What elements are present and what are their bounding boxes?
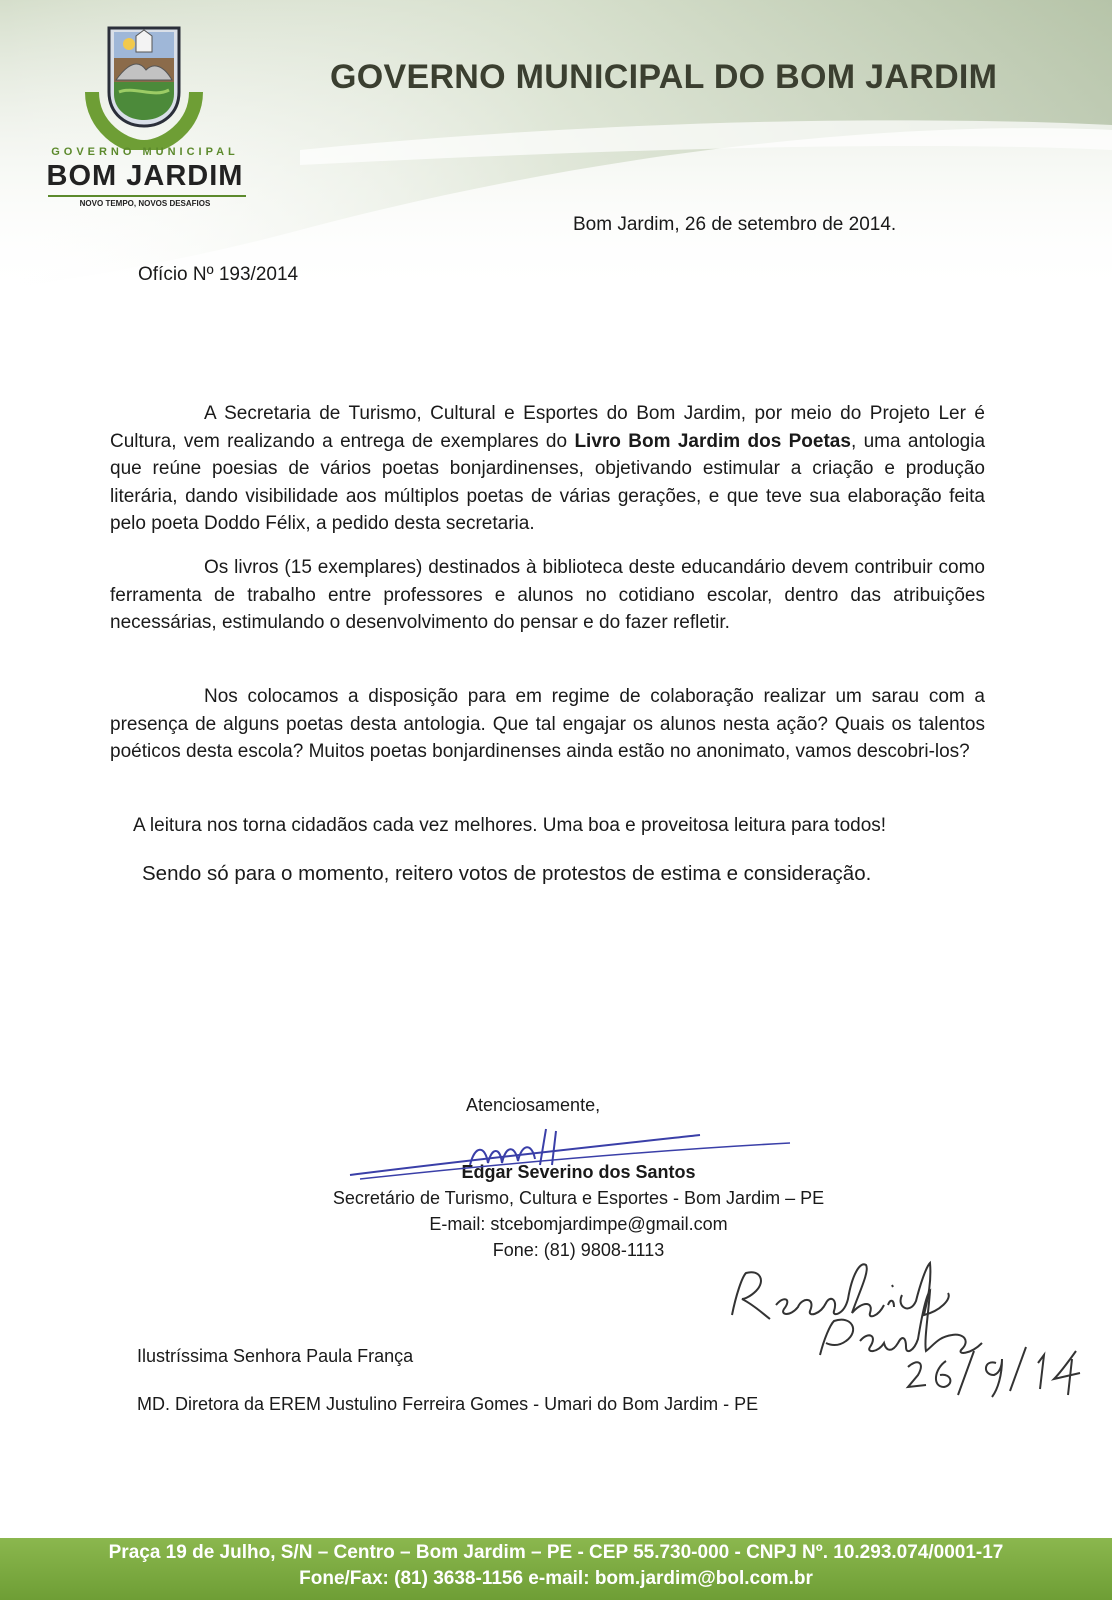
logo-slogan: NOVO TEMPO, NOVOS DESAFIOS <box>79 199 211 208</box>
letter-date: Bom Jardim, 26 de setembro de 2014. <box>573 214 897 235</box>
paragraph-3 <box>110 683 985 766</box>
footer-bar <box>0 1538 1112 1600</box>
paragraph-5: Sendo só para o momento, reitero votos de protestos de estima e consideração. <box>142 862 872 885</box>
logo-divider <box>48 195 246 197</box>
municipal-logo <box>30 22 260 207</box>
footer-contact: Fone/Fax: (81) 3638-1156 e-mail: bom.jardim@bol.com.br <box>299 1568 813 1589</box>
handwritten-receipt-note <box>720 1255 1100 1415</box>
paragraph-2 <box>110 554 985 637</box>
page-title: GOVERNO MUNICIPAL DO BOM JARDIM <box>330 58 998 96</box>
footer-address: Praça 19 de Julho, S/N – Centro – Bom Jardim – PE - CEP 55.730-000 - CNPJ Nº. 10.293.074/0001-17 <box>108 1542 1004 1563</box>
signatory-phone: Fone: (81) 9808-1113 <box>492 1240 665 1260</box>
signatory-role: Secretário de Turismo, Cultura e Esportes - Bom Jardim – PE <box>332 1188 825 1208</box>
paragraph-4: A leitura nos torna cidadãos cada vez melhores. Uma boa e proveitosa leitura para todos! <box>133 815 887 836</box>
paragraph-2-text: Os livros (15 exemplares) destinados à biblioteca deste educandário devem contribuir como ferramenta de trabalho entre professores e alunos no cotidiano escolar, dentro das atribuições necessárias, estimulando o desenvolvimento do pensar e do fazer refletir. <box>110 557 985 633</box>
signatory-name: Edgar Severino dos Santos <box>461 1162 696 1182</box>
signatory-email: E-mail: stcebomjardimpe@gmail.com <box>429 1214 728 1234</box>
coat-of-arms-icon <box>84 22 204 150</box>
paragraph-1 <box>110 400 985 538</box>
signature-icon <box>340 1125 810 1185</box>
logo-name: BOM JARDIM <box>46 160 244 192</box>
paragraph-1-part-a: A Secretaria de Turismo, Cultural e Esportes do Bom Jardim, por meio do Projeto Ler é Cultura, vem realizando a entrega de exemplares do <box>110 403 985 452</box>
paragraph-1-part-b: , uma antologia que reúne poesias de vários poetas bonjardinenses, objetivando estimular a criação e produção literária, dando visibilidade aos múltiplos poetas de várias gerações, e que teve sua elaboração feita pelo poeta Doddo Félix, a pedido desta secretaria. <box>110 430 986 534</box>
paragraph-3-text: Nos colocamos a disposição para em regime de colaboração realizar um sarau com a presença de alguns poetas desta antologia. Que tal engajar os alunos nesta ação? Quais os talentos poéticos desta escola? Muitos poetas bonjardinenses ainda estão no anonimato, vamos descobri-los? <box>110 686 985 762</box>
recipient-role: MD. Diretora da EREM Justulino Ferreira Gomes - Umari do Bom Jardim - PE <box>137 1394 759 1414</box>
closing-salutation: Atenciosamente, <box>466 1095 601 1115</box>
recipient-name: Ilustríssima Senhora Paula França <box>137 1346 414 1366</box>
book-title: Livro Bom Jardim dos Poetas <box>574 430 851 452</box>
logo-top-text: GOVERNO MUNICIPAL <box>51 146 239 158</box>
letter-reference: Ofício Nº 193/2014 <box>138 264 299 285</box>
